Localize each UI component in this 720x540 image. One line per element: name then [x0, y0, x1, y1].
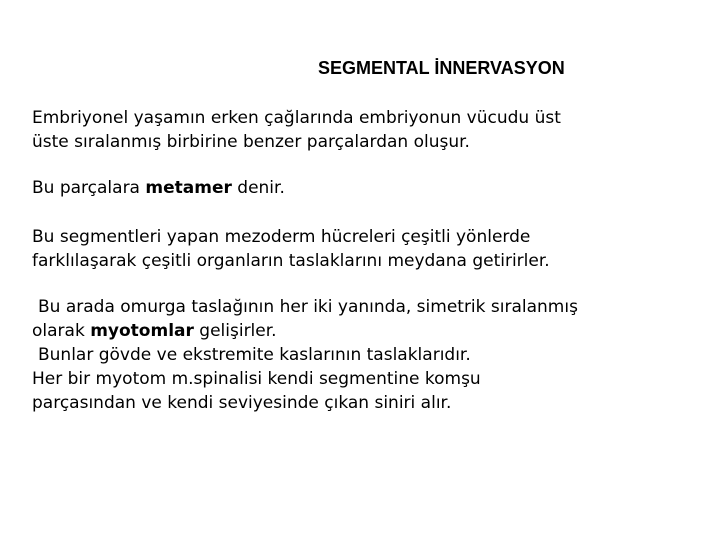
paragraph-line: [32, 176, 285, 200]
paragraph-line: Her bir myotom m.spinalisi kendi segmentine komşu: [32, 369, 481, 389]
paragraph-line: parçasından ve kendi seviyesinde çıkan siniri alır.: [32, 393, 452, 413]
term-myotomlar: myotomlar: [90, 321, 194, 341]
paragraph-mesoderm-cells: [32, 225, 550, 273]
term-metamer: metamer: [145, 178, 232, 198]
paragraph-embryonic-development: [32, 106, 561, 154]
paragraph-line: [32, 319, 578, 343]
text-segment: gelişirler.: [193, 321, 277, 341]
paragraph-line: Bu arada omurga taslağının her iki yanında, simetrik sıralanmış: [38, 297, 578, 317]
text-segment: Bu parçalara: [32, 178, 146, 198]
paragraph-myotomes: [32, 295, 578, 415]
slide-title: SEGMENTAL İNNERVASYON: [318, 58, 565, 78]
paragraph-line: Bunlar gövde ve ekstremite kaslarının taslaklarıdır.: [38, 345, 471, 365]
paragraph-metamer-definition: [32, 176, 285, 200]
text-segment: olarak: [32, 321, 91, 341]
text-segment: denir.: [231, 178, 285, 198]
paragraph-line: Bu segmentleri yapan mezoderm hücreleri çeşitli yönlerde: [32, 227, 531, 247]
paragraph-line: farklılaşarak çeşitli organların taslaklarını meydana getirirler.: [32, 251, 550, 271]
paragraph-line: üste sıralanmış birbirine benzer parçalardan oluşur.: [32, 132, 470, 152]
paragraph-line: Embriyonel yaşamın erken çağlarında embriyonun vücudu üst: [32, 108, 561, 128]
